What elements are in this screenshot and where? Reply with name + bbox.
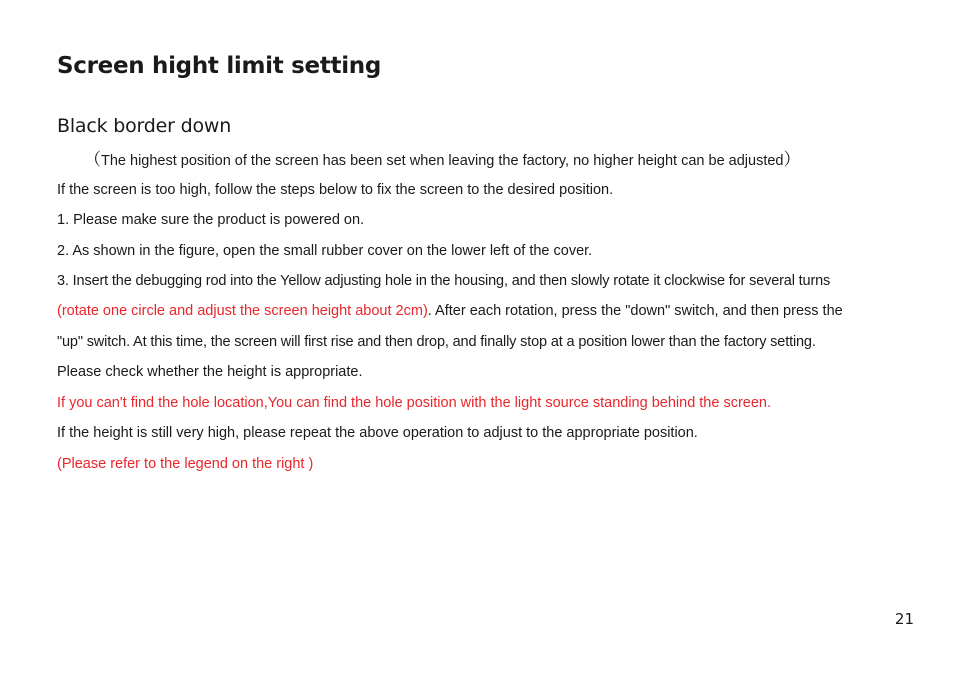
note-text: The highest position of the screen has been set when leaving the factory, no higher height can be adjusted (101, 153, 784, 169)
step-3: 3. Insert the debugging rod into the Yellow adjusting hole in the housing, and then slowly rotate it clockwise for several turns (57, 273, 831, 289)
hole-location-tip: If you can't find the hole location,You can find the hole position with the light source standing behind the screen. (57, 395, 772, 411)
step-2: 2. As shown in the figure, open the small rubber cover on the lower left of the cover. (57, 243, 593, 259)
rotation-note: (rotate one circle and adjust the screen height about 2cm) (57, 303, 428, 319)
legend-reference: (Please refer to the legend on the right ) (57, 456, 314, 472)
intro-text: If the screen is too high, follow the steps below to fix the screen to the desired position. (57, 182, 614, 198)
step-3-line-3: "up" switch. At this time, the screen will first rise and then drop, and finally stop at a position lower than the factory setting. (57, 334, 816, 350)
step-3-line-2 (57, 302, 843, 320)
step-1: 1. Please make sure the product is powered on. (57, 212, 365, 228)
page-title: Screen hight limit setting (57, 53, 382, 79)
check-text: Please check whether the height is appropriate. (57, 364, 363, 380)
factory-note (84, 145, 801, 170)
repeat-text: If the height is still very high, please repeat the above operation to adjust to the appropriate position. (57, 425, 698, 441)
step-3-continued: . After each rotation, press the "down" switch, and then press the (427, 303, 843, 319)
note-open-paren: （ (84, 150, 101, 169)
page-number: 21 (894, 610, 914, 628)
section-title: Black border down (57, 115, 232, 137)
note-close-paren: ） (783, 150, 801, 169)
